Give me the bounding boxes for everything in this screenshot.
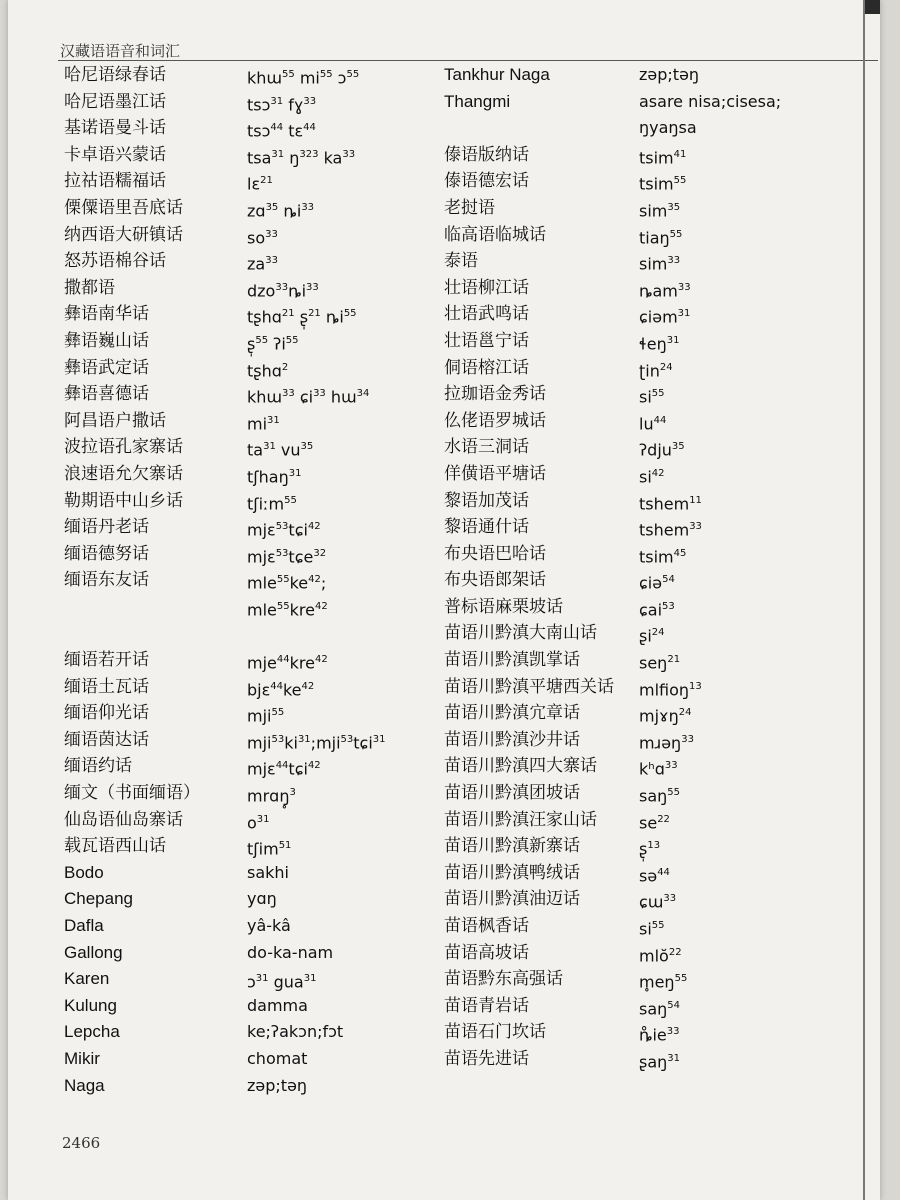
entry-row xyxy=(444,275,864,302)
entry-row xyxy=(64,727,424,754)
dialect-name: 彝语喜德话 xyxy=(64,384,149,405)
entry-row xyxy=(64,381,424,408)
entry-row xyxy=(444,461,864,488)
word-form: yɑŋ xyxy=(247,889,277,909)
entry-row xyxy=(444,514,864,541)
entry-row xyxy=(64,567,424,594)
dialect-name: 卡卓语兴蒙话 xyxy=(64,144,166,165)
dialect-name: 缅语约话 xyxy=(64,756,132,777)
dialect-name: 苗语先进话 xyxy=(444,1048,529,1069)
entry-row xyxy=(444,89,864,116)
entry-row xyxy=(64,1019,424,1046)
word-form: tiaŋ$^{55}$ xyxy=(639,227,683,247)
word-form: mji$^{55}$ xyxy=(247,706,285,726)
dialect-name: 侗语榕江话 xyxy=(444,357,529,378)
dialect-name: 壮语柳江话 xyxy=(444,277,529,298)
word-form: $za^{33}$ xyxy=(247,254,278,274)
dialect-name: 缅语茵达话 xyxy=(64,729,149,750)
word-form: $si^{55}$ xyxy=(639,387,665,407)
entry-row xyxy=(444,647,864,674)
entry-row xyxy=(444,674,864,701)
entry-row xyxy=(64,222,424,249)
word-form: mrɑŋ̥$^3$ xyxy=(247,786,296,806)
entry-row xyxy=(444,115,864,142)
entry-row xyxy=(64,62,424,89)
dialect-name: 苗语川黔滇团坡话 xyxy=(444,783,580,804)
entry-row xyxy=(64,461,424,488)
word-form: ʂ̩$^{13}$ xyxy=(639,839,661,859)
word-form: $mi^{31}$ xyxy=(247,414,280,434)
word-form: ʂ̩$^{55}$ ʔi$^{55}$ xyxy=(247,334,299,354)
dialect-name: 苗语高坡话 xyxy=(444,942,529,963)
word-form: tshem$^{33}$ xyxy=(639,520,702,540)
dialect-name: 仫佬语罗城话 xyxy=(444,410,546,431)
dialect-name: 苗语石门坎话 xyxy=(444,1022,546,1043)
dialect-name: 黎语通什话 xyxy=(444,517,529,538)
dialect-name: 哈尼语绿春话 xyxy=(64,65,166,85)
word-form: mlfioŋ$^{13}$ xyxy=(639,679,702,699)
entry-row xyxy=(444,541,864,568)
word-form: kʰɑ$^{33}$ xyxy=(639,759,678,779)
right-column xyxy=(444,62,864,1073)
word-form: seŋ$^{21}$ xyxy=(639,653,681,673)
word-form: mɹəŋ$^{33}$ xyxy=(639,733,694,753)
entry-row xyxy=(444,807,864,834)
entry-row xyxy=(444,328,864,355)
word-form: tsim$^{45}$ xyxy=(639,547,687,567)
page-number: 2466 xyxy=(62,1134,101,1152)
dialect-name: 苗语川黔滇平塘西关话 xyxy=(444,676,614,697)
word-form: ɬeŋ$^{31}$ xyxy=(639,334,680,354)
dialect-name: 壮语武鸣话 xyxy=(444,304,529,325)
dialect-name: 苗语川黔滇新寨话 xyxy=(444,836,580,857)
entry-row xyxy=(444,1046,864,1073)
word-form: asare nisa;cisesa; xyxy=(639,91,782,111)
entry-row xyxy=(64,833,424,860)
word-form: $lu^{44}$ xyxy=(639,414,667,434)
word-form: ʂaŋ$^{31}$ xyxy=(639,1052,681,1072)
word-form: sə$^{44}$ xyxy=(639,866,670,886)
dialect-name: 阿昌语户撒话 xyxy=(64,410,166,431)
left-column xyxy=(64,62,424,1099)
dialect-name: Tankhur Naga xyxy=(444,65,550,84)
entry-row xyxy=(444,355,864,382)
dialect-name: 壮语邕宁话 xyxy=(444,330,529,351)
dialect-name: 缅文（书面缅语） xyxy=(64,783,200,804)
entry-row xyxy=(444,993,864,1020)
word-form: tʃim$^{51}$ xyxy=(247,839,292,859)
dialect-name: 仙岛语仙岛寨话 xyxy=(64,809,183,830)
word-form: tsim$^{41}$ xyxy=(639,148,687,168)
dialect-name: 苗语黔东高强话 xyxy=(444,969,563,990)
word-form: tshem$^{11}$ xyxy=(639,493,702,513)
entry-row xyxy=(444,940,864,967)
entry-row xyxy=(64,89,424,116)
entry-row xyxy=(444,780,864,807)
word-form: tʂhɑ$^{21}$ ʂ̩$^{21}$ $ȵi^{55}$ xyxy=(247,307,357,327)
dialect-name: 苗语枫香话 xyxy=(444,916,529,936)
dialect-name: 波拉语孔家寨话 xyxy=(64,437,183,458)
dialect-name: 水语三洞话 xyxy=(444,437,529,458)
word-form: $ta^{31}$ $vu^{35}$ xyxy=(247,440,314,460)
word-form: mjɤŋ$^{24}$ xyxy=(639,706,692,726)
word-form: $mji^{53}ki^{31};mji^{53}tɕi^{31}$ xyxy=(247,733,386,753)
dialect-name: Chepang xyxy=(64,889,134,909)
entry-row xyxy=(64,514,424,541)
entry-row xyxy=(64,913,424,940)
word-form: $si^{55}$ xyxy=(639,919,665,939)
dialect-name: 苗语川黔滇大南山话 xyxy=(444,623,597,644)
dialect-name: Kulung xyxy=(64,995,117,1015)
word-form: lɛ$^{21}$ xyxy=(247,174,273,194)
entry-row xyxy=(64,753,424,780)
entry-row xyxy=(444,488,864,515)
entry-row xyxy=(444,700,864,727)
entry-row xyxy=(64,886,424,913)
word-form: tsim$^{55}$ xyxy=(639,174,687,194)
header-rule xyxy=(58,60,878,61)
word-form: mle$^{55}$kre$^{42}$ xyxy=(247,600,328,620)
word-form: $mle^{55}ke^{42}$; xyxy=(247,573,327,593)
dialect-name: 纳西语大研镇话 xyxy=(64,224,183,245)
entry-row xyxy=(444,753,864,780)
word-form: chomat xyxy=(247,1048,308,1068)
word-form: tʂhɑ$^2$ xyxy=(247,360,289,380)
entry-row xyxy=(444,727,864,754)
word-form: ɕɯ$^{33}$ xyxy=(639,892,677,912)
dialect-name: 拉祜语糯福话 xyxy=(64,171,166,192)
dialect-name: 苗语川黔滇油迈话 xyxy=(444,889,580,910)
entry-row xyxy=(64,780,424,807)
entry-row xyxy=(444,408,864,435)
entry-row xyxy=(444,434,864,461)
dialect-name: Naga xyxy=(64,1075,105,1095)
corner-mark xyxy=(864,0,880,14)
word-form: mjɛ$^{44}$tɕi$^{42}$ xyxy=(247,759,321,779)
entry-row xyxy=(64,248,424,275)
word-form: mje$^{44}$kre$^{42}$ xyxy=(247,653,328,673)
word-form: $bjɛ^{44}ke^{42}$ xyxy=(247,679,315,699)
dialect-name: 撒都语 xyxy=(64,277,115,298)
dialect-name: Bodo xyxy=(64,862,104,882)
dialect-name: 缅语德努话 xyxy=(64,543,149,564)
word-form: tsa$^{31}$ $ŋ^{323}$ $ka^{33}$ xyxy=(247,148,356,168)
word-form: saŋ$^{54}$ xyxy=(639,999,681,1019)
word-form: zəp;təŋ xyxy=(639,65,700,84)
word-form: damma xyxy=(247,995,308,1015)
dialect-name: 浪速语允欠寨话 xyxy=(64,463,183,484)
dialect-name: Gallong xyxy=(64,942,123,962)
dialect-name: 布央语郎架话 xyxy=(444,570,546,591)
entry-row xyxy=(444,195,864,222)
word-form: $si^{42}$ xyxy=(639,467,665,487)
word-form: $so^{33}$ xyxy=(247,227,278,247)
word-form: ʈin$^{24}$ xyxy=(639,360,673,380)
word-form: tsɔ$^{31}$ fɣ$^{33}$ xyxy=(247,94,317,114)
dialect-name: Lepcha xyxy=(64,1022,120,1042)
word-form: ʔdju$^{35}$ xyxy=(639,440,685,460)
dialect-name: 基诺语曼斗话 xyxy=(64,118,166,139)
word-form: ŋyaŋsa xyxy=(639,118,697,138)
entry-row xyxy=(64,115,424,142)
word-form: ɕiəm$^{31}$ xyxy=(639,307,691,327)
entry-row xyxy=(444,594,864,621)
dialect-name: 哈尼语墨江话 xyxy=(64,91,166,112)
dialect-name: Karen xyxy=(64,969,110,989)
dialect-name: 彝语武定话 xyxy=(64,357,149,378)
dialect-name: 苗语川黔滇凯掌话 xyxy=(444,650,580,671)
entry-row xyxy=(444,833,864,860)
dialect-name: 缅语丹老话 xyxy=(64,517,149,538)
entry-row xyxy=(64,1046,424,1073)
word-form: $dzo^{33}ȵi^{33}$ xyxy=(247,281,319,301)
entry-row xyxy=(64,434,424,461)
word-form: ȵam$^{33}$ xyxy=(639,281,691,301)
dialect-name: Mikir xyxy=(64,1048,100,1068)
dialect-name: 傈僳语里吾底话 xyxy=(64,197,183,218)
word-form: sim$^{33}$ xyxy=(639,254,681,274)
dialect-name: 傣语版纳话 xyxy=(444,144,529,165)
entry-row xyxy=(444,1019,864,1046)
word-form: $ȵ̊ie^{33}$ xyxy=(639,1025,680,1045)
entry-row xyxy=(64,620,424,647)
word-form: khɯ$^{55}$ $mi^{55}$ ɔ$^{55}$ xyxy=(247,68,360,88)
word-form: zəp;təŋ xyxy=(247,1075,308,1095)
dialect-name: 缅语土瓦话 xyxy=(64,676,149,697)
entry-row xyxy=(64,355,424,382)
entry-row xyxy=(64,940,424,967)
dialect-name: 普标语麻栗坡话 xyxy=(444,596,563,617)
entry-row xyxy=(444,913,864,940)
entry-row xyxy=(64,993,424,1020)
word-form: ɕiə$^{54}$ xyxy=(639,573,675,593)
entry-row xyxy=(64,488,424,515)
entry-row xyxy=(444,301,864,328)
entry-row xyxy=(64,328,424,355)
dialect-name: 苗语川黔滇沙井话 xyxy=(444,729,580,750)
dialect-name: 苗语川黔滇汪家山话 xyxy=(444,809,597,830)
entry-row xyxy=(444,567,864,594)
word-form: $se^{22}$ xyxy=(639,812,670,832)
dialect-name: 临高语临城话 xyxy=(444,224,546,245)
entry-row xyxy=(64,1073,424,1100)
dialect-name: 彝语巍山话 xyxy=(64,330,149,351)
word-form: $o^{31}$ xyxy=(247,812,270,832)
entry-row xyxy=(444,222,864,249)
entry-row xyxy=(444,248,864,275)
word-form: sim$^{35}$ xyxy=(639,201,681,221)
entry-row xyxy=(444,381,864,408)
word-form: tʃhaŋ$^{31}$ xyxy=(247,467,302,487)
entry-row xyxy=(444,860,864,887)
dialect-name: 苗语川黔滇鸭绒话 xyxy=(444,862,580,883)
book-page xyxy=(8,0,880,1200)
entry-row xyxy=(64,966,424,993)
dialect-name: 缅语仰光话 xyxy=(64,703,149,724)
entry-row xyxy=(444,886,864,913)
dialect-name: 泰语 xyxy=(444,251,478,272)
dialect-name: 怒苏语棉谷话 xyxy=(64,251,166,272)
word-form: $m̥eŋ^{55}$ xyxy=(639,972,688,992)
entry-row xyxy=(444,620,864,647)
entry-row xyxy=(64,301,424,328)
dialect-name: 载瓦语西山话 xyxy=(64,836,166,857)
entry-row xyxy=(444,966,864,993)
entry-row xyxy=(444,142,864,169)
word-form: ɕai$^{53}$ xyxy=(639,600,675,620)
dialect-name: 黎语加茂话 xyxy=(444,490,529,511)
word-form: tsɔ$^{44}$ tɛ$^{44}$ xyxy=(247,121,316,141)
word-form: do-ka-nam xyxy=(247,942,334,962)
entry-row xyxy=(64,860,424,887)
word-form: saŋ$^{55}$ xyxy=(639,786,681,806)
dialect-name: 佯僙语平塘话 xyxy=(444,463,546,484)
entry-row xyxy=(444,62,864,89)
word-form: ʂi$^{24}$ xyxy=(639,626,665,646)
dialect-name: 苗语川黔滇宂章话 xyxy=(444,703,580,724)
word-form: mjɛ$^{53}$tɕi$^{42}$ xyxy=(247,520,321,540)
entry-row xyxy=(64,195,424,222)
dialect-name: 傣语德宏话 xyxy=(444,171,529,192)
word-form: yâ-kâ xyxy=(247,916,291,935)
word-form: ke;ʔakɔn;fɔt xyxy=(247,1022,344,1042)
dialect-name: Dafla xyxy=(64,916,104,935)
word-form: sakhi xyxy=(247,862,289,882)
word-form: mjɛ$^{53}$tɕe$^{32}$ xyxy=(247,547,327,567)
entry-row xyxy=(64,275,424,302)
dialect-name: 老挝语 xyxy=(444,197,495,218)
word-form: khɯ$^{33}$ ɕi$^{33}$ hɯ$^{34}$ xyxy=(247,387,370,407)
entry-row xyxy=(64,142,424,169)
entry-row xyxy=(64,168,424,195)
entry-row xyxy=(64,647,424,674)
entry-row xyxy=(64,674,424,701)
entry-row xyxy=(444,168,864,195)
running-header: 汉藏语语音和词汇 xyxy=(60,42,181,60)
dialect-name: 苗语川黔滇四大寨话 xyxy=(444,756,597,777)
word-form: mlŏ$^{22}$ xyxy=(639,945,682,965)
dialect-name: 缅语若开话 xyxy=(64,650,149,671)
entry-row xyxy=(64,541,424,568)
dialect-name: 彝语南华话 xyxy=(64,304,149,325)
dialect-name: 苗语青岩话 xyxy=(444,995,529,1016)
word-form: ɔ$^{31}$ gua$^{31}$ xyxy=(247,972,317,992)
dialect-name: 拉珈语金秀话 xyxy=(444,384,546,405)
word-form: tʃiːm$^{55}$ xyxy=(247,493,297,513)
dialect-name: 勒期语中山乡话 xyxy=(64,490,183,511)
entry-row xyxy=(64,408,424,435)
entry-row xyxy=(64,594,424,621)
entry-row xyxy=(64,807,424,834)
dialect-name: Thangmi xyxy=(444,91,511,111)
word-form: zɑ$^{35}$ $ȵi^{33}$ xyxy=(247,201,315,221)
dialect-name: 布央语巴哈话 xyxy=(444,543,546,564)
entry-row xyxy=(64,700,424,727)
dialect-name: 缅语东友话 xyxy=(64,570,149,591)
